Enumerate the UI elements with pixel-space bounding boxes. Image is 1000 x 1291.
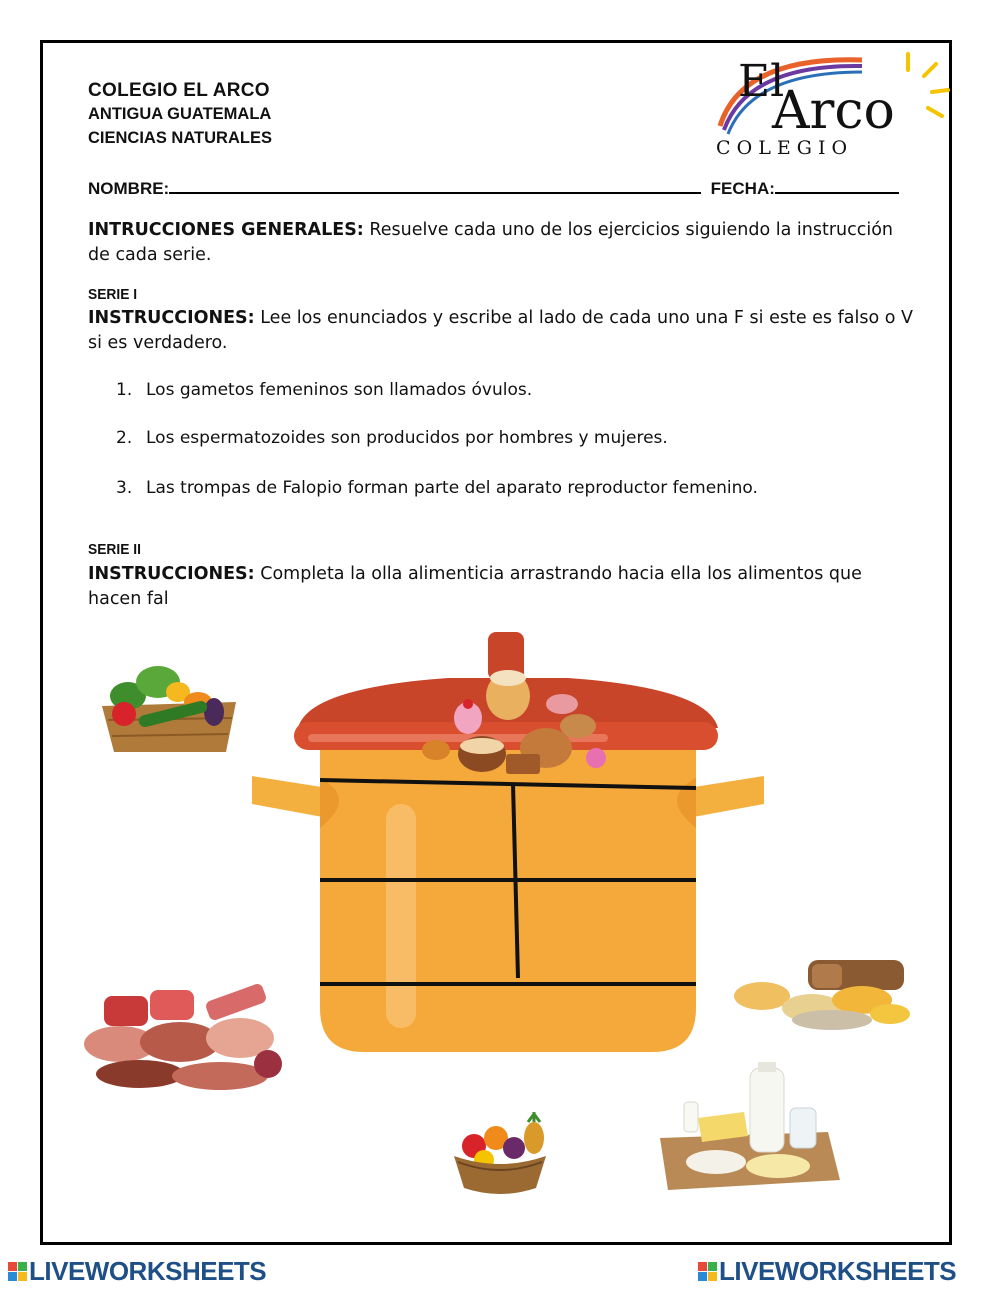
list-item: 2. Los espermatozoides son producidos por hombres y mujeres. xyxy=(116,428,668,448)
pot-right-handle xyxy=(688,776,764,818)
name-date-row xyxy=(88,174,910,199)
footer-brand-left: LIVEWORKSHEETS xyxy=(29,1256,267,1286)
el-arco-logo xyxy=(712,46,952,164)
name-label: NOMBRE: xyxy=(88,179,170,198)
footer-brand-right: LIVEWORKSHEETS xyxy=(719,1256,957,1286)
fruits-basket[interactable] xyxy=(448,1108,552,1196)
grains-pile[interactable] xyxy=(732,956,912,1032)
serie-2-instructions xyxy=(88,562,918,612)
serie-2-title: SERIE II xyxy=(88,541,141,558)
liveworksheets-icon xyxy=(698,1262,717,1281)
pot-left-handle xyxy=(252,776,328,818)
meats-pile[interactable] xyxy=(80,982,298,1098)
serie-2-instr-text: Completa la olla alimenticia arrastrando hacia ella los alimentos que hacen fal xyxy=(88,564,862,609)
subject-name: CIENCIAS NATURALES xyxy=(88,129,272,147)
logo-colegio: C O L E G I O xyxy=(716,137,848,159)
general-instructions-label: INTRUCCIONES GENERALES: xyxy=(88,220,364,240)
school-city: ANTIGUA GUATEMALA xyxy=(88,105,272,123)
liveworksheets-footer-left xyxy=(8,1256,266,1287)
logo-arco: Arco xyxy=(772,81,895,141)
serie-2-instr-label: INSTRUCCIONES: xyxy=(88,564,255,584)
sweets-pile[interactable] xyxy=(412,668,618,778)
general-instructions xyxy=(88,218,918,268)
school-name: COLEGIO EL ARCO xyxy=(88,80,270,101)
general-instructions-text: Resuelve cada uno de los ejercicios siguiendo la instrucción de cada serie. xyxy=(88,220,894,265)
school-header xyxy=(88,80,272,150)
list-item: 1. Los gametos femeninos son llamados óvulos. xyxy=(116,380,533,400)
serie-1-instr-text: Lee los enunciados y escribe al lado de cada uno una F si este es falso o V si es verdadero. xyxy=(88,308,913,353)
name-line[interactable] xyxy=(169,174,701,194)
pot-body xyxy=(320,748,696,1052)
list-item: 3. Las trompas de Falopio forman parte del aparato reproductor femenino. xyxy=(116,478,758,498)
serie-1-instructions xyxy=(88,306,918,356)
logo-el: El xyxy=(738,56,785,107)
date-line[interactable] xyxy=(775,174,899,194)
dairy-board[interactable] xyxy=(658,1062,842,1192)
serie-1-instr-label: INSTRUCCIONES: xyxy=(88,308,255,328)
liveworksheets-icon xyxy=(8,1262,27,1281)
liveworksheets-footer-right xyxy=(698,1256,956,1287)
date-label: FECHA: xyxy=(710,179,775,198)
serie-1-title: SERIE I xyxy=(88,286,138,303)
vegetables-basket[interactable] xyxy=(98,652,240,756)
